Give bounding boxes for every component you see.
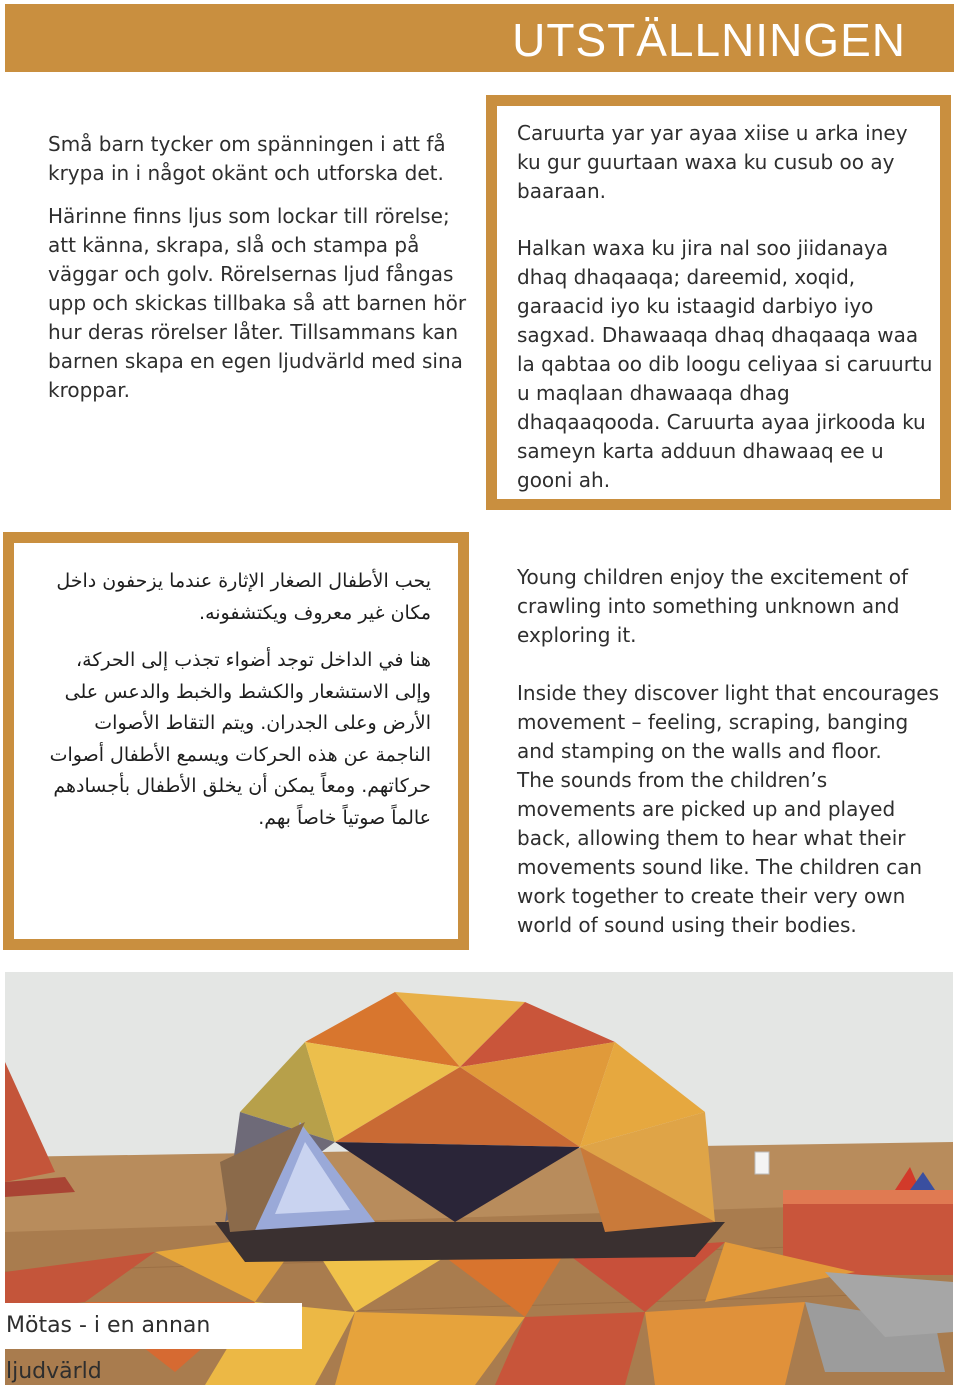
page-title: UTSTÄLLNINGEN	[512, 14, 906, 66]
somali-text	[517, 119, 937, 495]
english-paragraph: The sounds from the children’s movements are picked up and played back, allowing them to hear what their movements sound like. The children can work together to create their very own world of sound using their bodies.	[517, 768, 923, 937]
swedish-paragraph: Härinne finns ljus som lockar till rörelse; att känna, skrapa, slå och stampa på väggar och golv. Rörelsernas ljud fångas upp och skickas tillbaka så att barnen hör hur deras rörelser låter. Tillsammans kan barnen skapa en egen ljudvärld med sina kroppar.	[48, 204, 467, 402]
english-text	[517, 563, 952, 940]
somali-paragraph: Halkan waxa ku jira nal soo jiidanaya dhaq dhaqaaqa; dareemid, xoqid, garaacid iyo ku istaagid darbiyo iyo sagxad. Dhawaaqa dhaq dhaqaaqa waa la qabtaa oo dib loogu celiyaa si caruurtu u maqlaan dhawaaqa dhag dhaqaaqooda. Caruurta ayaa jirkooda ku sameyn karta adduun dhawaaq ee u gooni ah.	[517, 236, 933, 492]
swedish-paragraph: Små barn tycker om spänningen i att få krypa in i något okänt och utforska det.	[48, 132, 446, 185]
arabic-paragraph: يحب الأطفال الصغار الإثارة عندما يزحفون داخل مكان غير معروف ويكتشفونه.	[56, 570, 431, 624]
english-paragraph: Inside they discover light that encourages movement – feeling, scraping, banging and stamping on the walls and floor.	[517, 681, 939, 763]
somali-paragraph: Caruurta yar yar ayaa xiise u arka iney ku gur guurtaan waxa ku cusub oo ay baaraan.	[517, 121, 908, 203]
arabic-paragraph: هنا في الداخل توجد أضواء تجذب إلى الحركة، وإلى الاستشعار والكشط والخبط والدعس على الأرض وعلى الجدران. ويتم التقاط الأصوات الناجمة عن هذه الحركات ويسمع الأطفال أصوات حركاتهم. ومعاً يمكن أن يخلق الأطفال بأجسادهم عالماً صوتياً خاصاً بهم.	[49, 649, 431, 829]
english-paragraph: Young children enjoy the excitement of crawling into something unknown and exploring it.	[517, 565, 909, 647]
swedish-text	[48, 130, 468, 405]
photo-caption: Mötas - i en annan ljudvärld	[0, 1303, 302, 1349]
arabic-text	[36, 566, 431, 834]
header-bar	[5, 4, 954, 72]
